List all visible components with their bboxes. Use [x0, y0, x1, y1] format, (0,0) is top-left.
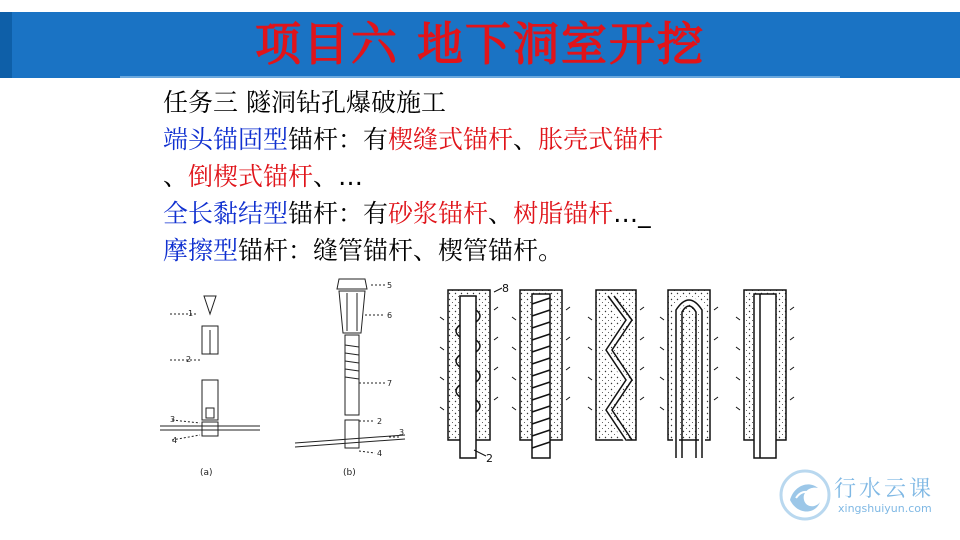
- figure-a-label: 3: [170, 415, 176, 424]
- text-segment: 全长黏结型: [163, 199, 289, 228]
- figure-a-label: 2: [186, 355, 192, 364]
- figure-c-label: 2: [486, 452, 493, 465]
- text-segment: 锚杆：有: [288, 125, 389, 154]
- title-underline: [120, 76, 840, 78]
- text-line-2: [163, 158, 843, 195]
- logo-name-cn: 行水云课: [834, 477, 935, 502]
- logo-url: xingshuiyun.com: [838, 502, 932, 515]
- figure-b-caption: (b): [343, 468, 356, 478]
- figure-b-label: 7: [387, 379, 393, 388]
- figure-c-bonded-anchors: [436, 280, 806, 465]
- text-segment: 树脂锚杆: [513, 199, 614, 228]
- figure-a-label: 1: [188, 309, 194, 318]
- text-segment: 、: [163, 162, 189, 191]
- text-segment: 、: [488, 199, 514, 228]
- text-segment: 锚杆：缝管锚杆、楔管锚杆。: [238, 236, 564, 265]
- text-segment: 楔缝式锚杆: [388, 125, 514, 154]
- text-segment: 、…: [313, 162, 364, 191]
- text-segment: 砂浆锚杆: [388, 199, 489, 228]
- figure-b-expansion-anchor: [285, 275, 415, 480]
- text-segment: 胀壳式锚杆: [538, 125, 664, 154]
- figure-a-wedge-anchor: [150, 290, 270, 480]
- text-segment: 摩擦型: [163, 236, 239, 265]
- figure-b-label: 6: [387, 311, 393, 320]
- watermark-logo: [778, 466, 948, 526]
- page-title: 项目六 地下洞室开挖: [254, 17, 705, 71]
- text-segment: …_: [613, 199, 651, 228]
- text-segment: 、: [513, 125, 539, 154]
- figure-b-label: 2: [377, 417, 383, 426]
- content-text: [163, 84, 843, 269]
- text-line-1: [163, 121, 843, 158]
- task-line: 任务三 隧洞钻孔爆破施工: [163, 88, 446, 117]
- figure-b-label: 3: [399, 428, 405, 437]
- figure-b-label: 4: [377, 449, 383, 458]
- figure-a-label: 4: [172, 436, 178, 445]
- figure-c-label: 8: [502, 282, 509, 295]
- figure-b-label: 5: [387, 281, 393, 290]
- text-segment: 端头锚固型: [163, 125, 289, 154]
- figure-a-caption: (a): [200, 468, 213, 478]
- wave-logo-icon: [778, 468, 832, 522]
- text-segment: 锚杆：有: [288, 199, 389, 228]
- text-line-4: [163, 232, 843, 269]
- text-segment: 倒楔式锚杆: [188, 162, 314, 191]
- text-line-3: [163, 195, 843, 232]
